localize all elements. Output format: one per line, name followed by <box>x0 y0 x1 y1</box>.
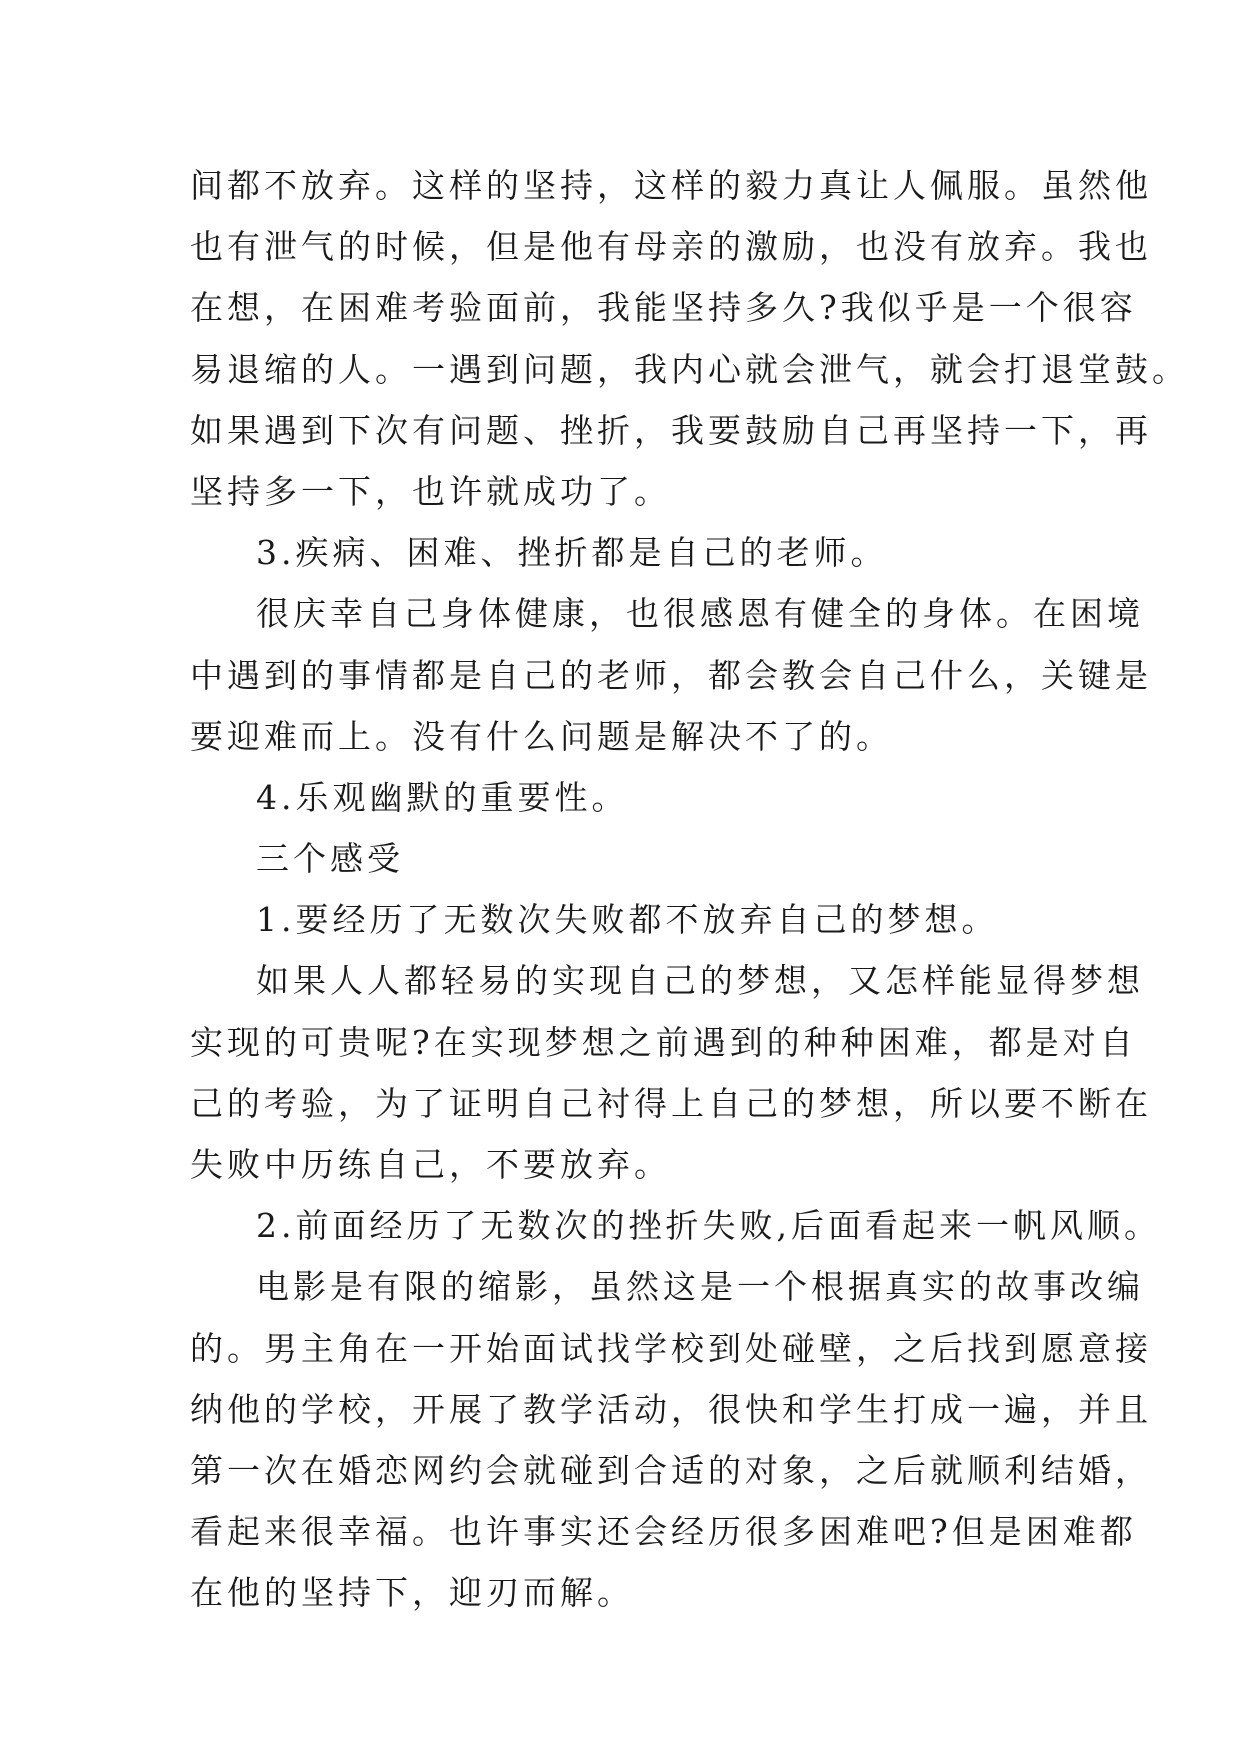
section-heading: 4.乐观幽默的重要性。 <box>256 777 629 817</box>
text-line: 如果遇到下次有问题、挫折，我要鼓励自己再坚持一下，再 <box>190 410 1152 450</box>
text-line: 失败中历练自己，不要放弃。 <box>190 1145 671 1184</box>
text-line: 电影是有限的缩影，虽然这是一个根据真实的故事改编 <box>256 1267 1144 1307</box>
text-line: 要迎难而上。没有什么问题是解决不了的。 <box>190 716 893 756</box>
section-heading: 3.疾病、困难、挫折都是自己的老师。 <box>256 533 888 573</box>
text-line: 如果人人都轻易的实现自己的梦想，又怎样能显得梦想 <box>256 961 1144 1001</box>
text-line: 也有泄气的时候，但是他有母亲的激励，也没有放弃。我也 <box>190 227 1152 267</box>
section-heading: 2.前面经历了无数次的挫折失败,后面看起来一帆风顺。 <box>256 1206 1161 1246</box>
text-line: 坚持多一下，也许就成功了。 <box>190 471 671 511</box>
text-line: 在他的坚持下，迎刃而解。 <box>190 1573 634 1613</box>
text-line: 纳他的学校，开展了教学活动，很快和学生打成一遍，并且 <box>190 1389 1152 1429</box>
text-line: 的。男主角在一开始面试找学校到处碰壁，之后找到愿意接 <box>190 1328 1152 1368</box>
text-line: 实现的可贵呢?在实现梦想之前遇到的种种困难，都是对自 <box>190 1022 1137 1062</box>
section-heading: 三个感受 <box>256 839 404 879</box>
text-line: 间都不放弃。这样的坚持，这样的毅力真让人佩服。虽然他 <box>190 166 1152 205</box>
document-body <box>190 155 1189 1624</box>
text-line: 易退缩的人。一遇到问题，我内心就会泄气，就会打退堂鼓。 <box>190 349 1189 389</box>
text-line: 第一次在婚恋网约会就碰到合适的对象，之后就顺利结婚， <box>190 1450 1152 1490</box>
text-line: 中遇到的事情都是自己的老师，都会教会自己什么，关键是 <box>190 655 1152 695</box>
text-line: 很庆幸自己身体健康，也很感恩有健全的身体。在困境 <box>256 594 1144 634</box>
text-line: 看起来很幸福。也许事实还会经历很多困难吧?但是困难都 <box>190 1512 1137 1552</box>
text-line: 在想，在困难考验面前，我能坚持多久?我似乎是一个很容 <box>190 288 1137 328</box>
section-heading: 1.要经历了无数次失败都不放弃自己的梦想。 <box>256 900 999 940</box>
text-line: 己的考验，为了证明自己衬得上自己的梦想，所以要不断在 <box>190 1083 1152 1123</box>
